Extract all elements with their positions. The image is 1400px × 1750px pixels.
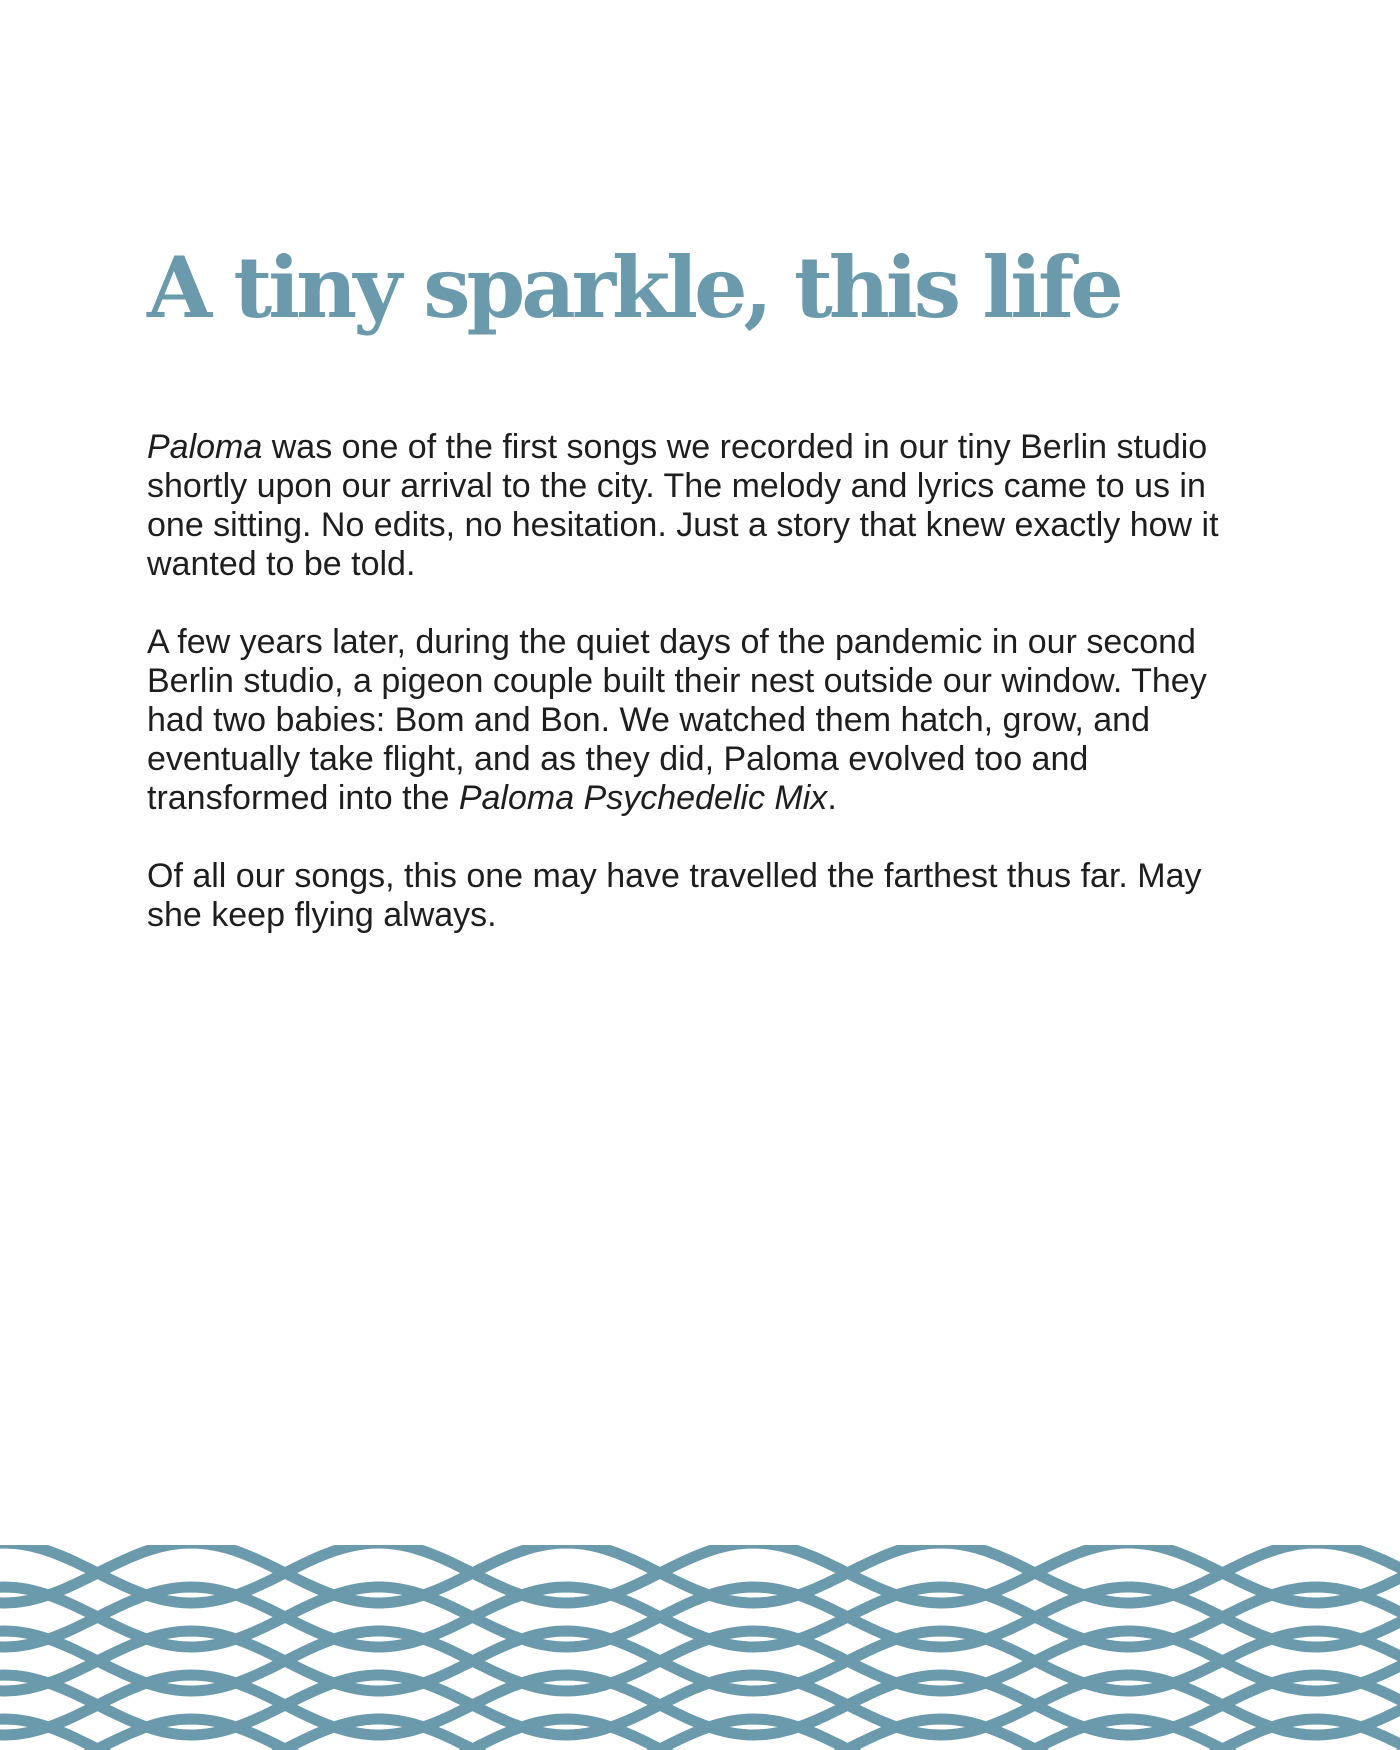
song-title-italic: Paloma [147, 428, 263, 466]
paragraph-1-text: was one of the first songs we recorded in our tiny Berlin studio shortly upon our arrival to the city. The melody and lyrics came to us in one sitting. No edits, no hesitation. Just a story that knew exactly how it wanted to be told. [147, 428, 1219, 583]
wave-pattern-decoration [0, 1545, 1400, 1750]
mix-title-italic: Paloma Psychedelic Mix [458, 779, 828, 817]
paragraph-1 [147, 428, 1257, 584]
paragraph-2-text: A few years later, during the quiet days of the pandemic in our second Berlin studio, a pigeon couple built their nest outside our window. They had two babies: Bom and Bon. We watched them hatch, grow, and eventually take flight, and as they did, Paloma evolved too and transformed into the [147, 623, 1207, 817]
paragraph-3-text: Of all our songs, this one may have travelled the farthest thus far. May she keep flying always. [147, 857, 1202, 934]
paragraph-3 [147, 857, 1257, 935]
body-text [147, 428, 1257, 974]
page-title: A tiny sparkle, this life [147, 238, 1120, 337]
paragraph-2 [147, 623, 1257, 818]
paragraph-2-end: . [827, 779, 837, 817]
